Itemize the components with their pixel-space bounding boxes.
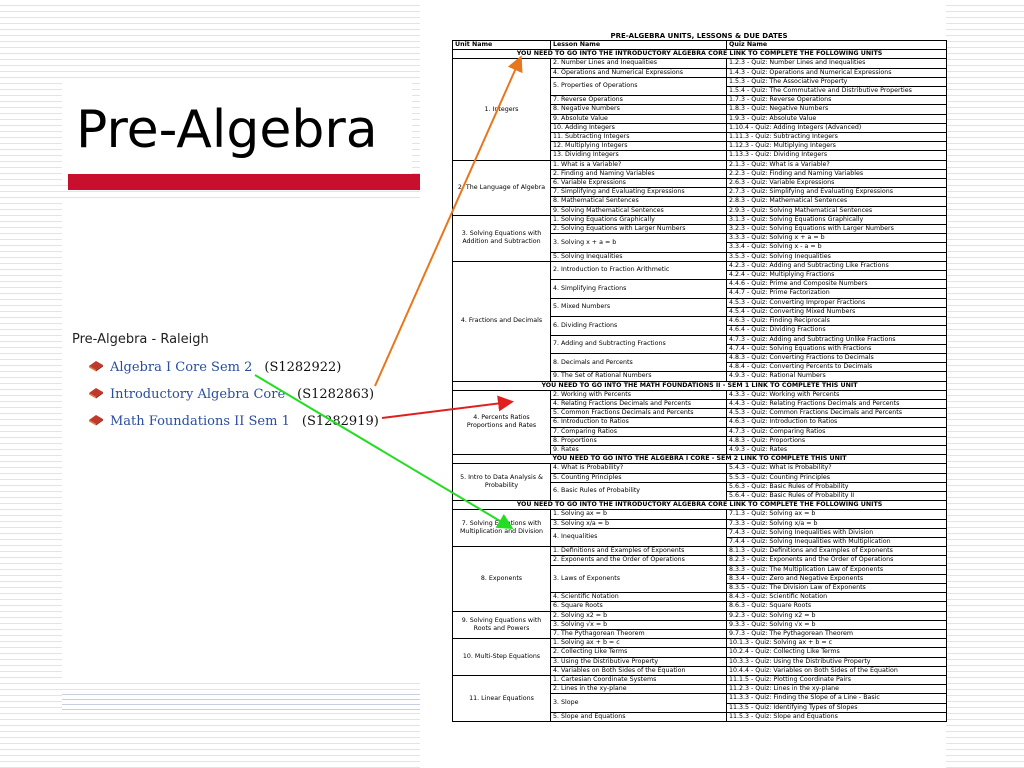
- unit-cell: 8. Exponents: [453, 547, 551, 611]
- course-code: (S1282863): [297, 387, 375, 402]
- unit-cell: 4. Fractions and Decimals: [453, 261, 551, 381]
- lesson-cell: 2. Collecting Like Terms: [551, 648, 727, 657]
- lesson-cell: 8. Negative Numbers: [551, 105, 727, 114]
- quiz-cell: 2.9.3 - Quiz: Solving Mathematical Sentences: [727, 206, 947, 215]
- quiz-cell: 3.3.4 - Quiz: Solving x - a = b: [727, 243, 947, 252]
- quiz-cell: 10.4.4 - Quiz: Variables on Both Sides of the Equation: [727, 666, 947, 675]
- unit-cell: 5. Intro to Data Analysis & Probability: [453, 464, 551, 501]
- lesson-cell: 9. Rates: [551, 445, 727, 454]
- lesson-cell: 1. Solving ax = b: [551, 510, 727, 519]
- quiz-cell: 9.3.3 - Quiz: Solving √x = b: [727, 620, 947, 629]
- quiz-cell: 1.12.3 - Quiz: Multiplying Integers: [727, 142, 947, 151]
- lesson-cell: 4. What is Probability?: [551, 464, 727, 473]
- lesson-cell: 1. Solving ax + b = c: [551, 639, 727, 648]
- lesson-cell: 4. Scientific Notation: [551, 593, 727, 602]
- lesson-cell: 6. Dividing Fractions: [551, 317, 727, 335]
- banner-algebra-core: YOU NEED TO GO INTO THE ALGEBRA I CORE - SEM 2 LINK TO COMPLETE THIS UNIT: [453, 455, 947, 464]
- lesson-cell: 2. Working with Percents: [551, 390, 727, 399]
- quiz-cell: 2.8.3 - Quiz: Mathematical Sentences: [727, 197, 947, 206]
- quiz-cell: 1.9.3 - Quiz: Absolute Value: [727, 114, 947, 123]
- arrow-green: [255, 375, 510, 527]
- lesson-cell: 2. Solving Equations with Larger Numbers: [551, 225, 727, 234]
- header-unit: Unit Name: [453, 41, 551, 50]
- quiz-cell: 4.4.7 - Quiz: Prime Factorization: [727, 289, 947, 298]
- quiz-cell: 4.5.4 - Quiz: Converting Mixed Numbers: [727, 307, 947, 316]
- quiz-cell: 3.3.3 - Quiz: Solving x + a = b: [727, 234, 947, 243]
- course-link[interactable]: Math Foundations II Sem 1: [110, 414, 290, 429]
- lesson-cell: 7. Adding and Subtracting Fractions: [551, 335, 727, 353]
- quiz-cell: 4.6.4 - Quiz: Dividing Fractions: [727, 326, 947, 335]
- lesson-cell: 5. Properties of Operations: [551, 77, 727, 95]
- quiz-cell: 3.5.3 - Quiz: Solving Inequalities: [727, 252, 947, 261]
- quiz-cell: 10.1.3 - Quiz: Solving ax + b = c: [727, 639, 947, 648]
- quiz-cell: 2.6.3 - Quiz: Variable Expressions: [727, 179, 947, 188]
- quiz-cell: 5.4.3 - Quiz: What is Probability?: [727, 464, 947, 473]
- slide-title: Pre-Algebra: [76, 100, 378, 160]
- quiz-cell: 7.4.3 - Quiz: Solving Inequalities with Division: [727, 528, 947, 537]
- quiz-cell: 2.1.3 - Quiz: What is a Variable?: [727, 160, 947, 169]
- quiz-cell: 9.7.3 - Quiz: The Pythagorean Theorem: [727, 630, 947, 639]
- quiz-cell: 1.4.3 - Quiz: Operations and Numerical Expressions: [727, 68, 947, 77]
- quiz-cell: 5.5.3 - Quiz: Counting Principles: [727, 473, 947, 482]
- lesson-cell: 3. Solving x + a = b: [551, 234, 727, 252]
- quiz-cell: 3.1.3 - Quiz: Solving Equations Graphically: [727, 215, 947, 224]
- quiz-cell: 11.1.5 - Quiz: Plotting Coordinate Pairs: [727, 676, 947, 685]
- course-link[interactable]: Introductory Algebra Core: [110, 387, 286, 402]
- lesson-cell: 3. Slope: [551, 694, 727, 712]
- quiz-cell: 10.3.3 - Quiz: Using the Distributive Property: [727, 657, 947, 666]
- quiz-cell: 1.11.3 - Quiz: Subtracting Integers: [727, 133, 947, 142]
- lesson-cell: 3. Laws of Exponents: [551, 565, 727, 593]
- quiz-cell: 8.1.3 - Quiz: Definitions and Examples of Exponents: [727, 547, 947, 556]
- lesson-cell: 8. Mathematical Sentences: [551, 197, 727, 206]
- lesson-cell: 10. Adding Integers: [551, 123, 727, 132]
- quiz-cell: 11.3.3 - Quiz: Finding the Slope of a Line - Basic: [727, 694, 947, 703]
- quiz-cell: 5.6.4 - Quiz: Basic Rules of Probability II: [727, 491, 947, 500]
- unit-cell: 1. Integers: [453, 59, 551, 160]
- lesson-cell: 1. What is a Variable?: [551, 160, 727, 169]
- course-link[interactable]: Algebra I Core Sem 2: [110, 360, 253, 375]
- lesson-cell: 3. Using the Distributive Property: [551, 657, 727, 666]
- quiz-cell: 9.2.3 - Quiz: Solving x2 = b: [727, 611, 947, 620]
- arrow-orange: [375, 59, 520, 386]
- quiz-cell: 4.7.3 - Quiz: Adding and Subtracting Unlike Fractions: [727, 335, 947, 344]
- quiz-cell: 7.1.3 - Quiz: Solving ax = b: [727, 510, 947, 519]
- lesson-cell: 12. Multiplying Integers: [551, 142, 727, 151]
- quiz-cell: 8.3.5 - Quiz: The Division Law of Exponents: [727, 583, 947, 592]
- quiz-cell: 4.9.3 - Quiz: Rates: [727, 445, 947, 454]
- quiz-cell: 4.8.3 - Quiz: Proportions: [727, 436, 947, 445]
- lesson-cell: 4. Relating Fractions Decimals and Percents: [551, 399, 727, 408]
- unit-cell: 10. Multi-Step Equations: [453, 639, 551, 676]
- document-title: PRE-ALGEBRA UNITS, LESSONS & DUE DATES: [610, 32, 788, 40]
- quiz-cell: 8.6.3 - Quiz: Square Roots: [727, 602, 947, 611]
- banner-intro: YOU NEED TO GO INTO THE INTRODUCTORY ALGEBRA CORE LINK TO COMPLETE THE FOLLOWING UNITS: [453, 50, 947, 59]
- quiz-cell: 7.4.4 - Quiz: Solving Inequalities with Multiplication: [727, 537, 947, 546]
- lesson-cell: 6. Square Roots: [551, 602, 727, 611]
- unit-cell: 3. Solving Equations with Addition and Subtraction: [453, 215, 551, 261]
- quiz-cell: 11.3.5 - Quiz: Identifying Types of Slopes: [727, 703, 947, 712]
- lesson-cell: 8. Decimals and Percents: [551, 353, 727, 371]
- quiz-cell: 8.3.3 - Quiz: The Multiplication Law of Exponents: [727, 565, 947, 574]
- unit-cell: 2. The Language of Algebra: [453, 160, 551, 215]
- quiz-cell: 1.7.3 - Quiz: Reverse Operations: [727, 96, 947, 105]
- quiz-cell: 1.2.3 - Quiz: Number Lines and Inequalities: [727, 59, 947, 68]
- lesson-cell: 5. Solving Inequalities: [551, 252, 727, 261]
- lesson-cell: 4. Variables on Both Sides of the Equation: [551, 666, 727, 675]
- quiz-cell: 4.3.3 - Quiz: Working with Percents: [727, 390, 947, 399]
- quiz-cell: 8.4.3 - Quiz: Scientific Notation: [727, 593, 947, 602]
- course-code: (S1282922): [264, 360, 342, 375]
- quiz-cell: 1.8.3 - Quiz: Negative Numbers: [727, 105, 947, 114]
- banner-intro-2: YOU NEED TO GO INTO THE INTRODUCTORY ALGEBRA CORE LINK TO COMPLETE THE FOLLOWING UNITS: [453, 501, 947, 510]
- lesson-cell: 4. Operations and Numerical Expressions: [551, 68, 727, 77]
- quiz-cell: 3.2.3 - Quiz: Solving Equations with Larger Numbers: [727, 225, 947, 234]
- unit-cell: 11. Linear Equations: [453, 676, 551, 722]
- lesson-cell: 5. Common Fractions Decimals and Percents: [551, 409, 727, 418]
- lesson-cell: 9. Absolute Value: [551, 114, 727, 123]
- lesson-cell: 7. Reverse Operations: [551, 96, 727, 105]
- quiz-cell: 7.3.3 - Quiz: Solving x/a = b: [727, 519, 947, 528]
- lesson-cell: 6. Basic Rules of Probability: [551, 482, 727, 500]
- lesson-cell: 6. Introduction to Ratios: [551, 418, 727, 427]
- arrow-red: [382, 402, 510, 418]
- quiz-cell: 4.2.4 - Quiz: Multiplying Fractions: [727, 271, 947, 280]
- lesson-cell: 1. Definitions and Examples of Exponents: [551, 547, 727, 556]
- quiz-cell: 4.2.3 - Quiz: Adding and Subtracting Like Fractions: [727, 261, 947, 270]
- quiz-cell: 8.3.4 - Quiz: Zero and Negative Exponents: [727, 574, 947, 583]
- lesson-cell: 9. Solving Mathematical Sentences: [551, 206, 727, 215]
- unit-cell: 9. Solving Equations with Roots and Powers: [453, 611, 551, 639]
- lesson-cell: 5. Mixed Numbers: [551, 298, 727, 316]
- quiz-cell: 4.7.4 - Quiz: Solving Equations with Fractions: [727, 344, 947, 353]
- quiz-cell: 4.7.3 - Quiz: Comparing Ratios: [727, 427, 947, 436]
- lesson-cell: 4. Simplifying Fractions: [551, 280, 727, 298]
- lesson-cell: 9. The Set of Rational Numbers: [551, 372, 727, 381]
- lesson-cell: 2. Exponents and the Order of Operations: [551, 556, 727, 565]
- quiz-cell: 1.13.3 - Quiz: Dividing Integers: [727, 151, 947, 160]
- quiz-cell: 4.8.3 - Quiz: Converting Fractions to Decimals: [727, 353, 947, 362]
- lesson-cell: 2. Lines in the xy-plane: [551, 685, 727, 694]
- quiz-cell: 8.2.3 - Quiz: Exponents and the Order of Operations: [727, 556, 947, 565]
- banner-math-foundations: YOU NEED TO GO INTO THE MATH FOUNDATIONS II - SEM 1 LINK TO COMPLETE THIS UNIT: [453, 381, 947, 390]
- quiz-cell: 11.2.3 - Quiz: Lines in the xy-plane: [727, 685, 947, 694]
- quiz-cell: 11.5.3 - Quiz: Slope and Equations: [727, 712, 947, 721]
- header-quiz: Quiz Name: [727, 41, 947, 50]
- course-code: (S1282919): [301, 414, 379, 429]
- quiz-cell: 2.7.3 - Quiz: Simplifying and Evaluating Expressions: [727, 188, 947, 197]
- header-lesson: Lesson Name: [551, 41, 727, 50]
- quiz-cell: 4.5.3 - Quiz: Common Fractions Decimals and Percents: [727, 409, 947, 418]
- course-heading: Pre-Algebra - Raleigh: [72, 332, 209, 347]
- lesson-cell: 7. Comparing Ratios: [551, 427, 727, 436]
- lesson-cell: 1. Solving Equations Graphically: [551, 215, 727, 224]
- quiz-cell: 10.2.4 - Quiz: Collecting Like Terms: [727, 648, 947, 657]
- lesson-cell: 2. Finding and Naming Variables: [551, 169, 727, 178]
- quiz-cell: 2.2.3 - Quiz: Finding and Naming Variables: [727, 169, 947, 178]
- lesson-cell: 4. Inequalities: [551, 528, 727, 546]
- quiz-cell: 4.8.4 - Quiz: Converting Percents to Decimals: [727, 363, 947, 372]
- lesson-cell: 7. Simplifying and Evaluating Expressions: [551, 188, 727, 197]
- lesson-cell: 1. Cartesian Coordinate Systems: [551, 676, 727, 685]
- quiz-cell: 4.4.6 - Quiz: Prime and Composite Numbers: [727, 280, 947, 289]
- quiz-cell: 4.6.3 - Quiz: Introduction to Ratios: [727, 418, 947, 427]
- quiz-cell: 4.4.3 - Quiz: Relating Fractions Decimals and Percents: [727, 399, 947, 408]
- lesson-cell: 2. Solving x2 = b: [551, 611, 727, 620]
- unit-cell: 7. Solving Equations with Multiplication and Division: [453, 510, 551, 547]
- lesson-cell: 5. Counting Principles: [551, 473, 727, 482]
- lesson-cell: 13. Dividing Integers: [551, 151, 727, 160]
- lesson-cell: 2. Number Lines and Inequalities: [551, 59, 727, 68]
- unit-cell: 4. Percents Ratios Proportions and Rates: [453, 390, 551, 454]
- lesson-cell: 7. The Pythagorean Theorem: [551, 630, 727, 639]
- lesson-cell: 6. Variable Expressions: [551, 179, 727, 188]
- lesson-cell: 2. Introduction to Fraction Arithmetic: [551, 261, 727, 279]
- quiz-cell: 4.5.3 - Quiz: Converting Improper Fractions: [727, 298, 947, 307]
- quiz-cell: 5.6.3 - Quiz: Basic Rules of Probability: [727, 482, 947, 491]
- quiz-cell: 4.9.3 - Quiz: Rational Numbers: [727, 372, 947, 381]
- lesson-cell: 3. Solving √x = b: [551, 620, 727, 629]
- lesson-cell: 5. Slope and Equations: [551, 712, 727, 721]
- quiz-cell: 1.5.3 - Quiz: The Associative Property: [727, 77, 947, 86]
- quiz-cell: 4.6.3 - Quiz: Finding Reciprocals: [727, 317, 947, 326]
- lesson-cell: 8. Proportions: [551, 436, 727, 445]
- quiz-cell: 1.10.4 - Quiz: Adding Integers (Advanced): [727, 123, 947, 132]
- quiz-cell: 1.5.4 - Quiz: The Commutative and Distributive Properties: [727, 87, 947, 96]
- lesson-cell: 11. Subtracting Integers: [551, 133, 727, 142]
- lesson-cell: 3. Solving x/a = b: [551, 519, 727, 528]
